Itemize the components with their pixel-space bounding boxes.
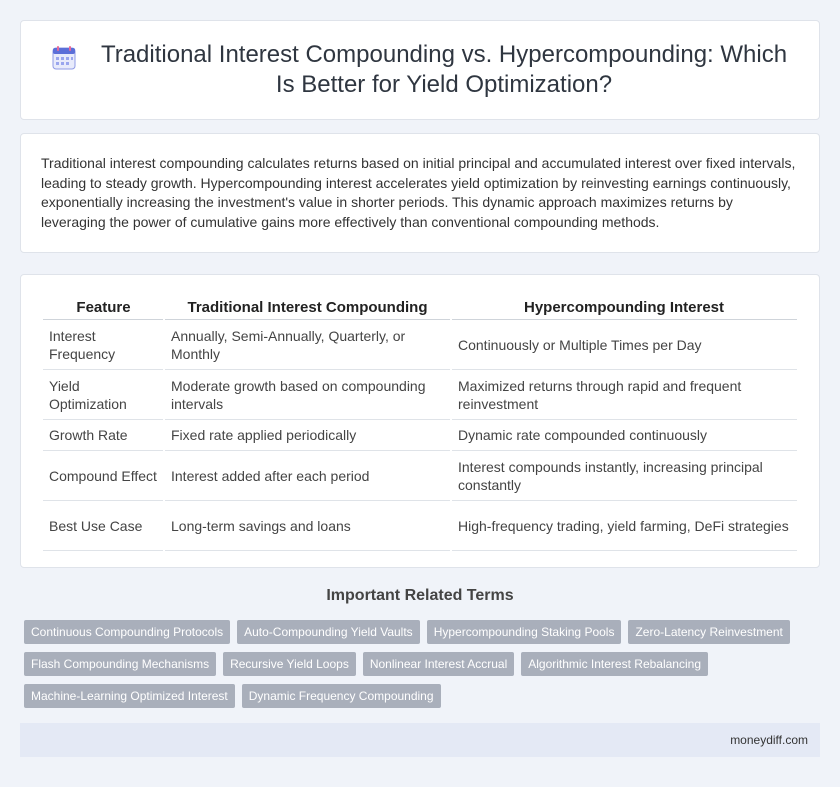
- table-row: [43, 451, 797, 501]
- title-card: [20, 20, 820, 120]
- table-row: [43, 501, 797, 551]
- table-cell-hypercompounding: Continuously or Multiple Times per Day: [451, 320, 797, 370]
- table-cell-feature: Interest Frequency: [43, 320, 164, 370]
- column-header-hypercompounding: Hypercompounding Interest: [451, 297, 797, 320]
- table-row: [43, 320, 797, 370]
- related-term-tag[interactable]: Algorithmic Interest Rebalancing: [521, 652, 708, 676]
- footer: [20, 723, 820, 757]
- table-cell-hypercompounding: Maximized returns through rapid and frequent reinvestment: [451, 370, 797, 420]
- related-term-tag[interactable]: Flash Compounding Mechanisms: [24, 652, 216, 676]
- table-cell-hypercompounding: Interest compounds instantly, increasing principal constantly: [451, 451, 797, 501]
- related-term-tag[interactable]: Continuous Compounding Protocols: [24, 620, 230, 644]
- intro-paragraph: Traditional interest compounding calculates returns based on initial principal and accumulated interest over fixed intervals, leading to steady growth. Hypercompounding interest accelerates yield optimization by reinvesting earnings continuously, exponentially increasing the investment's value in shorter periods. This dynamic approach maximizes returns by leveraging the power of cumulative gains more effectively than conventional compounding methods.: [41, 155, 796, 230]
- table-cell-feature: Best Use Case: [43, 501, 164, 551]
- related-term-tag[interactable]: Hypercompounding Staking Pools: [427, 620, 622, 644]
- intro-card: [20, 133, 820, 253]
- table-cell-feature: Compound Effect: [43, 451, 164, 501]
- table-cell-traditional: Fixed rate applied periodically: [164, 420, 451, 451]
- table-row: [43, 370, 797, 420]
- table-cell-feature: Growth Rate: [43, 420, 164, 451]
- related-term-tag[interactable]: Machine-Learning Optimized Interest: [24, 684, 235, 708]
- table-cell-traditional: Long-term savings and loans: [164, 501, 451, 551]
- related-term-tag[interactable]: Auto-Compounding Yield Vaults: [237, 620, 420, 644]
- table-row: [43, 420, 797, 451]
- comparison-table: [43, 297, 797, 551]
- table-cell-traditional: Interest added after each period: [164, 451, 451, 501]
- related-terms-heading: Important Related Terms: [326, 587, 514, 604]
- table-cell-feature: Yield Optimization: [43, 370, 164, 420]
- related-terms-list: [24, 620, 820, 708]
- calendar-icon: [51, 45, 77, 71]
- comparison-card: [20, 274, 820, 568]
- table-header-row: [43, 297, 797, 320]
- table-cell-traditional: Moderate growth based on compounding intervals: [164, 370, 451, 420]
- site-name[interactable]: moneydiff.com: [730, 733, 808, 747]
- table-cell-hypercompounding: Dynamic rate compounded continuously: [451, 420, 797, 451]
- table-cell-hypercompounding: High-frequency trading, yield farming, DeFi strategies: [451, 501, 797, 551]
- page-title: Traditional Interest Compounding vs. Hypercompounding: Which Is Better for Yield Optimization?: [100, 41, 788, 98]
- column-header-traditional: Traditional Interest Compounding: [164, 297, 451, 320]
- related-term-tag[interactable]: Recursive Yield Loops: [223, 652, 356, 676]
- related-term-tag[interactable]: Zero-Latency Reinvestment: [628, 620, 789, 644]
- column-header-feature: Feature: [43, 297, 164, 320]
- table-cell-traditional: Annually, Semi-Annually, Quarterly, or Monthly: [164, 320, 451, 370]
- related-term-tag[interactable]: Dynamic Frequency Compounding: [242, 684, 441, 708]
- related-term-tag[interactable]: Nonlinear Interest Accrual: [363, 652, 514, 676]
